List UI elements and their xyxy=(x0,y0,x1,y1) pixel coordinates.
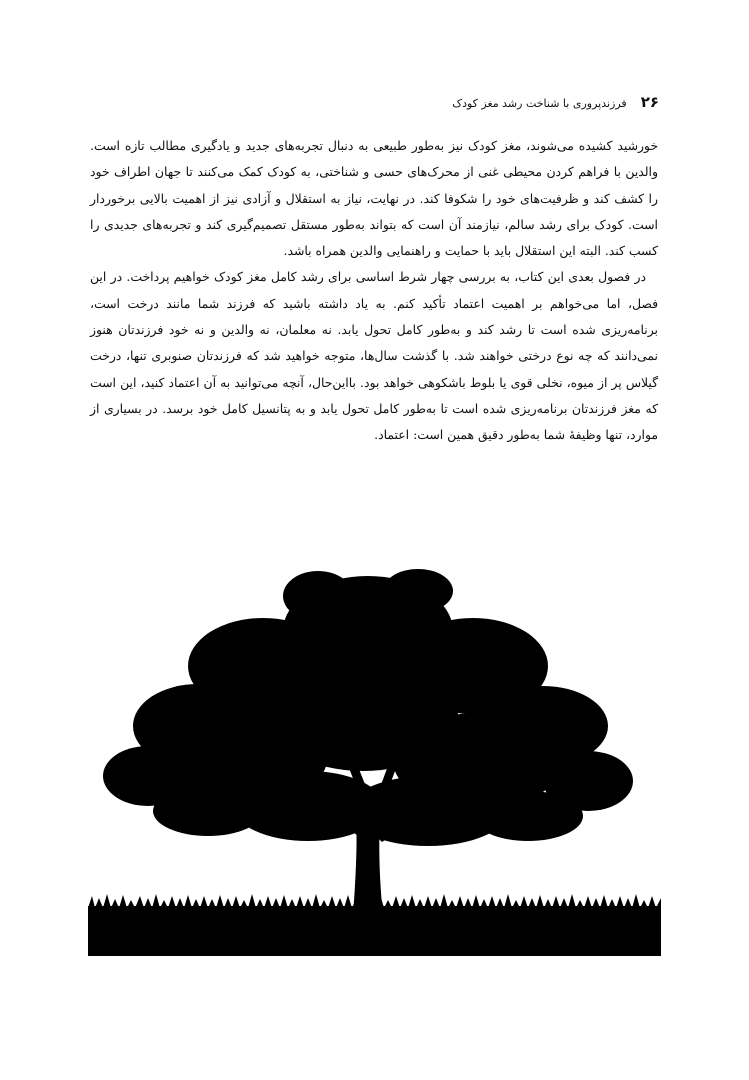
paragraph: در فصول بعدی این کتاب، به بررسی چهار شرط اساسی برای رشد کامل مغز کودک خواهیم پرداخت. در این فصل، اما می‌خواهم بر اهمیت اعتماد تأکید کنم. به یاد داشته باشید که فرزند شما مانند درخت است، برنامه‌ریزی شده است تا رشد کند و به‌طور کامل تحول یابد. نه معلمان، نه والدین و نه خود فرزندتان هنوز نمی‌دانند که چه نوع درختی خواهند شد. با گذشت سال‌ها، متوجه خواهید شد که فرزندتان صنوبری تنها، درخت گیلاس پر از میوه، نخلی قوی یا بلوط باشکوهی خواهد بود. بااین‌حال، آنچه می‌توانید به آن اعتماد کنید، این است که مغز فرزندتان برنامه‌ریزی شده است تا به‌طور کامل تحول یابد و به پتانسیل کامل خود برسد. در بسیاری از موارد، تنها وظیفهٔ شما به‌طور دقیق همین است: اعتماد. xyxy=(90,269,658,443)
running-title: فرزندپروری با شناخت رشد مغز کودک xyxy=(452,97,627,110)
paragraph: خورشید کشیده می‌شوند، مغز کودک نیز به‌طور طبیعی به دنبال تجربه‌های جدید و یادگیری مطالب تازه است. والدین با فراهم کردن محیطی غنی از محرک‌های حسی و شناختی، به کودک کمک می‌کنند تا جهان اطراف خود را کشف کند و ظرفیت‌های خود را شکوفا کند. در نهایت، نیاز به استقلال و آزادی نیز از اهمیت بالایی برخوردار است. کودک برای رشد سالم، نیازمند آن است که بتواند به‌طور مستقل تصمیم‌گیری کند و تجربه‌های جدیدی را کسب کند. البته این استقلال باید با حمایت و راهنمایی والدین همراه باشد. xyxy=(90,138,658,259)
tree-illustration xyxy=(88,556,661,956)
page-number: ۲۶ xyxy=(640,93,659,111)
body-text xyxy=(90,133,658,449)
page-header xyxy=(90,93,659,119)
tree-silhouette-icon xyxy=(88,556,661,956)
